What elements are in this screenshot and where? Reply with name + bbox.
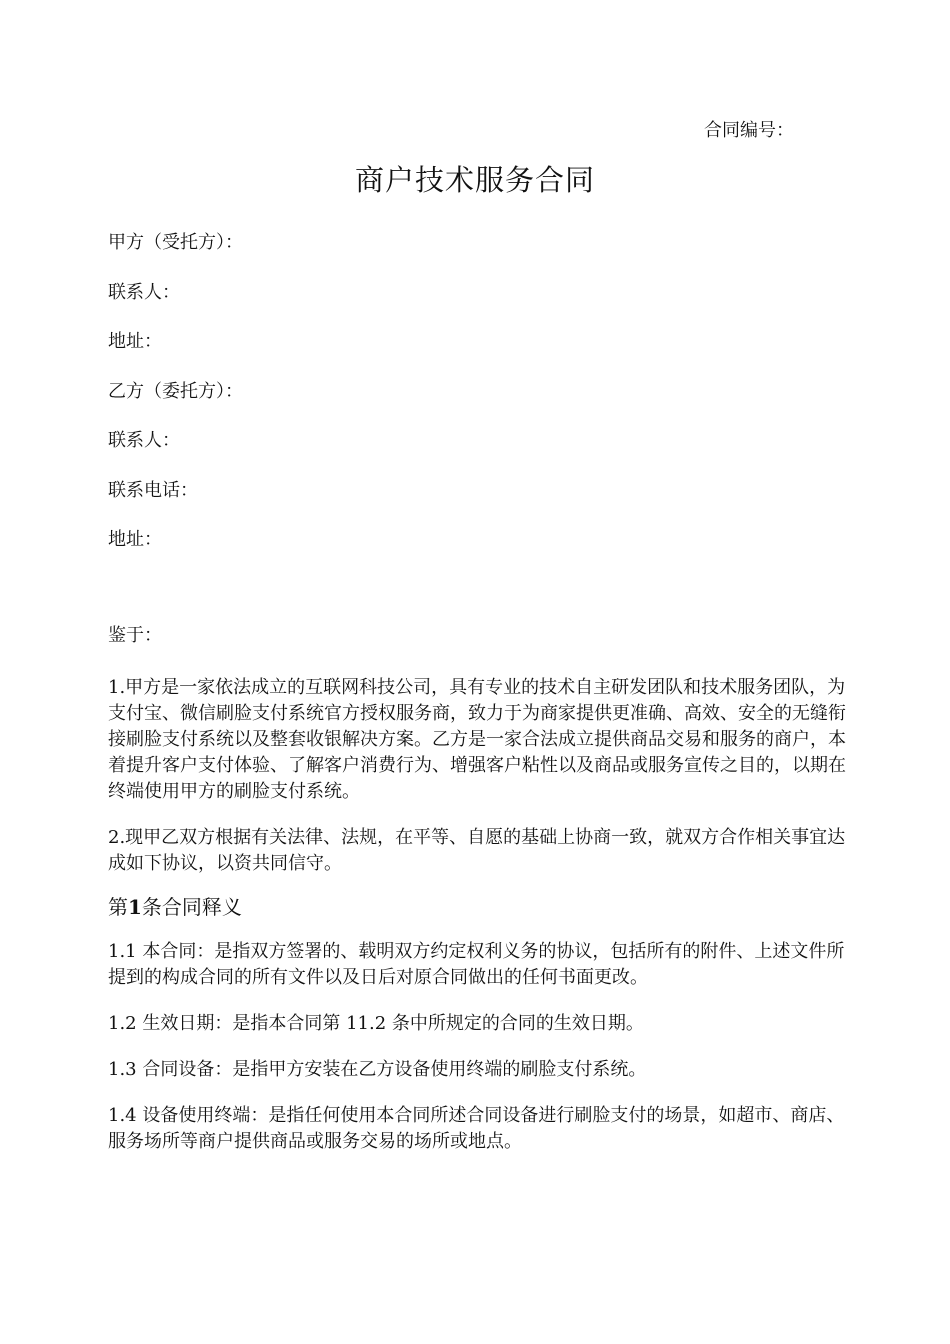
- contract-body: [108, 623, 853, 1175]
- clause-paragraph: 1.4 设备使用终端：是指任何使用本合同所述合同设备进行刷脸支付的场景，如超市、商店、服务场所等商户提供商品或服务交易的场所或地点。: [108, 1105, 845, 1152]
- recital-paragraph: 1.甲方是一家依法成立的互联网科技公司，具有专业的技术自主研发团队和技术服务团队，为支付宝、微信刷脸支付系统官方授权服务商，致力于为商家提供更准确、高效、安全的无缝衔接刷脸支付系统以及整套收银解决方案。乙方是一家合法成立提供商品交易和服务的商户，本着提升客户支付体验、了解客户消费行为、增强客户粘性以及商品或服务宣传之目的，以期在终端使用甲方的刷脸支付系统。: [108, 677, 846, 802]
- clause-paragraph: 1.1 本合同：是指双方签署的、载明双方约定权利义务的协议，包括所有的附件、上述文件所提到的构成合同的所有文件以及日后对原合同做出的任何书面更改。: [108, 941, 845, 988]
- party-a-address-field: 地址：: [108, 331, 162, 352]
- recital-paragraph: 2.现甲乙双方根据有关法律、法规，在平等、自愿的基础上协商一致，就双方合作相关事宜达成如下协议，以资共同信守。: [108, 827, 846, 874]
- contract-number-label: 合同编号：: [704, 120, 794, 141]
- article-heading: [108, 893, 853, 921]
- document-title: 商户技术服务合同: [354, 163, 595, 197]
- clause-paragraph: 1.2 生效日期：是指本合同第 11.2 条中所规定的合同的生效日期。: [108, 1013, 644, 1034]
- party-a-contact-field: 联系人：: [108, 281, 180, 303]
- article-heading-prefix: 第: [108, 895, 128, 919]
- party-b-contact-field: 联系人：: [108, 430, 180, 451]
- party-b-address-field: 地址：: [108, 529, 162, 550]
- clause-paragraph: 1.3 合同设备：是指甲方安装在乙方设备使用终端的刷脸支付系统。: [108, 1059, 647, 1080]
- article-number: 1: [128, 895, 142, 919]
- party-a-field: 甲方（受托方）：: [108, 232, 243, 253]
- whereas-label: 鉴于：: [108, 625, 162, 646]
- article-heading-title: 条合同释义: [141, 895, 242, 919]
- party-b-phone-field: 联系电话：: [108, 479, 198, 501]
- party-fields: [108, 230, 848, 577]
- party-b-field: 乙方（委托方）：: [108, 380, 243, 402]
